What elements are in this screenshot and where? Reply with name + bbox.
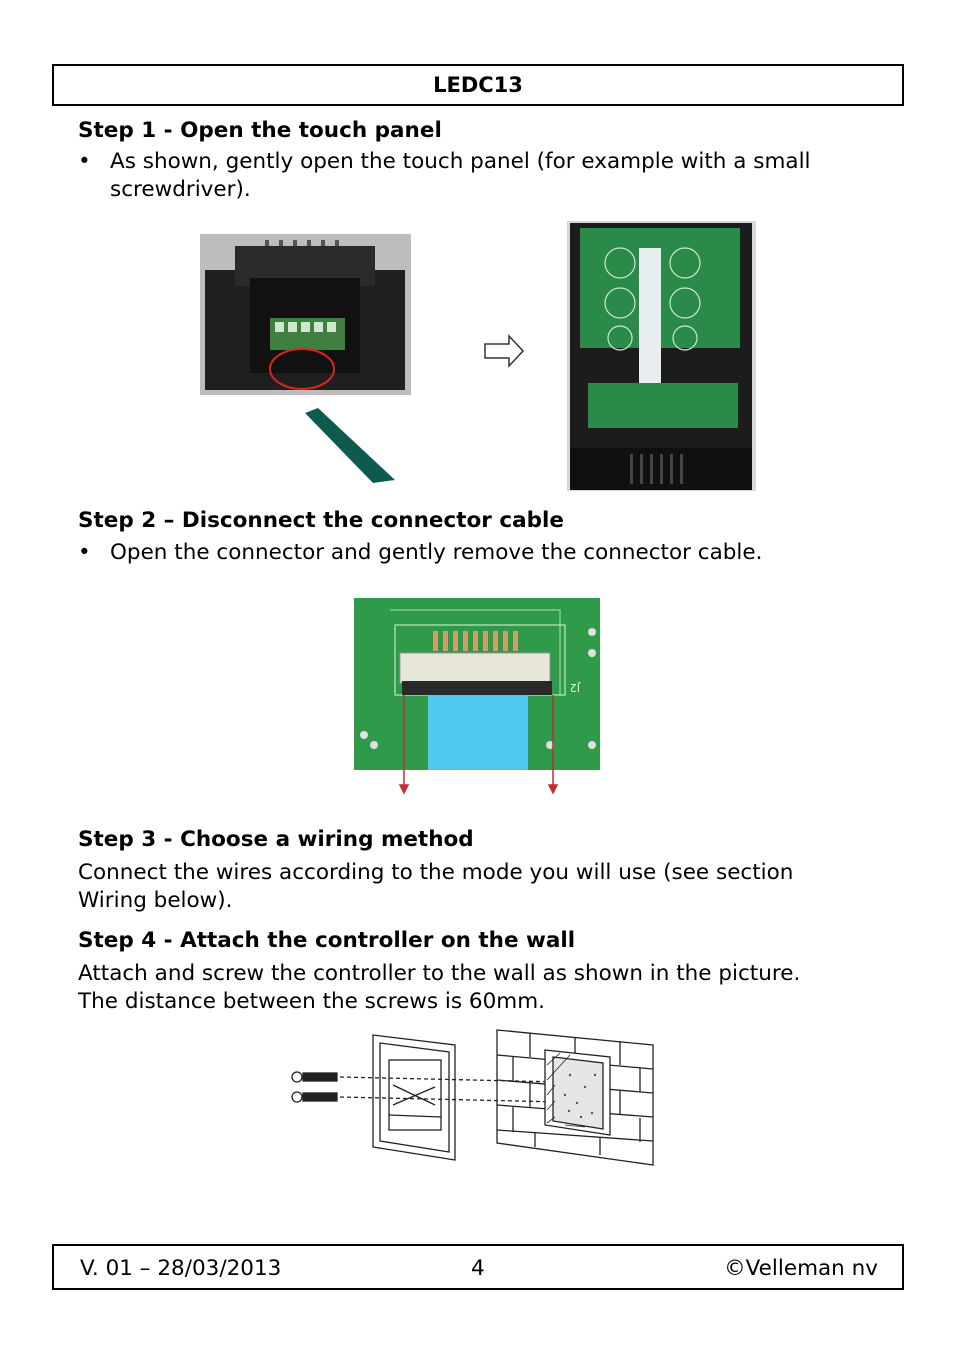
step-1-heading: Step 1 - Open the touch panel	[78, 118, 442, 143]
step-3-text-line1: Connect the wires according to the mode you will use (see section	[78, 860, 794, 885]
step-1-text-line2: screwdriver).	[110, 177, 251, 202]
step-3-heading: Step 3 - Choose a wiring method	[78, 827, 474, 852]
footer-version: V. 01 – 28/03/2013	[80, 1256, 282, 1281]
step-2-text-line1: Open the connector and gently remove the connector cable.	[110, 540, 763, 565]
page-header	[52, 64, 904, 106]
bullet-icon: •	[78, 149, 91, 174]
page-number: 4	[471, 1256, 485, 1281]
brick-wall	[497, 1030, 653, 1165]
connector-label: J2	[569, 681, 580, 694]
step-4-text-line1: Attach and screw the controller to the wall as shown in the picture.	[78, 961, 801, 986]
step-4-text-line2: The distance between the screws is 60mm.	[78, 989, 546, 1014]
controller-photo-right	[567, 221, 756, 491]
bullet-icon: •	[78, 540, 91, 565]
connector-cable-illustration	[350, 595, 605, 800]
open-touch-panel-illustration	[195, 218, 765, 498]
controller-photo-left	[200, 234, 411, 483]
page-footer	[52, 1244, 904, 1290]
screw-icon	[292, 1072, 337, 1102]
footer-copyright: ©Velleman nv	[724, 1256, 878, 1281]
step-1-text-line1: As shown, gently open the touch panel (for example with a small	[110, 149, 811, 174]
wall-mounting-illustration	[285, 1025, 660, 1170]
step-4-heading: Step 4 - Attach the controller on the wall	[78, 928, 576, 953]
document-title: LEDC13	[433, 73, 523, 97]
arrow-right-icon	[485, 336, 523, 366]
step-2-heading: Step 2 – Disconnect the connector cable	[78, 508, 564, 533]
step-3-text-line2: Wiring below).	[78, 888, 233, 913]
